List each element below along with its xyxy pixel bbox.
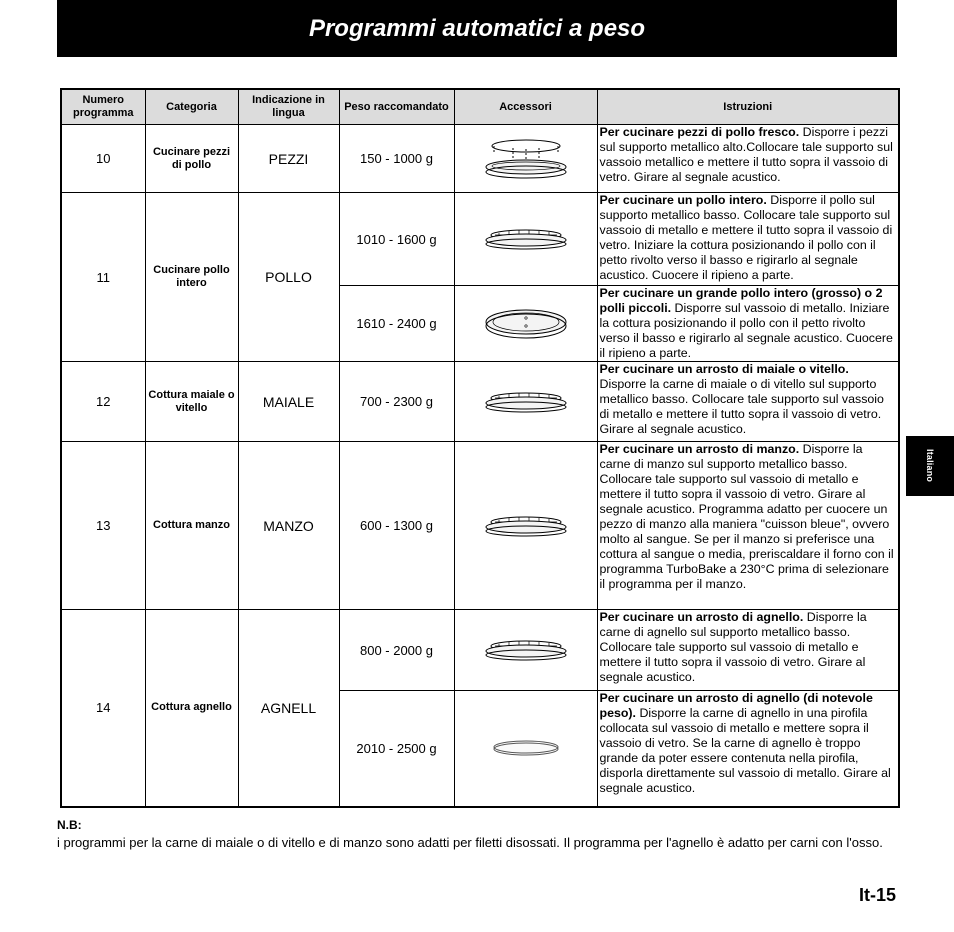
instructions — [597, 125, 899, 193]
page-title: Programmi automatici a peso — [308, 14, 646, 42]
header-numero: Numero programma — [61, 89, 145, 125]
instructions — [597, 362, 899, 442]
title-bar — [57, 0, 897, 57]
table-row — [61, 610, 899, 691]
instructions-text: Disporre la carne di agnello sul supporto metallico basso. Collocare tale supporto sul vassoio di metallo e mettere il tutto sopra il vassoio di vetro. Girare al segnale acustico. — [599, 610, 867, 684]
instructions-text: Disporre sul vassoio di metallo. Iniziare la cottura posizionando il pollo con il petto rivolto verso il basso e rigirarlo al segnale acustico. Cuocere il ripieno a parte. — [599, 301, 893, 360]
display-indication: POLLO — [238, 193, 339, 362]
table-row — [61, 125, 899, 193]
language-side-tab — [906, 436, 954, 496]
accessory-cell — [454, 286, 597, 362]
page-number: It-15 — [858, 885, 896, 905]
header-accessori: Accessori — [454, 89, 597, 125]
notes-text: i programmi per la carne di maiale o di vitello e di manzo sono adatti per filetti disossati. Il programma per l'agnello è adatto per carni con l'osso. — [57, 835, 883, 850]
glass-tray-icon — [491, 738, 561, 758]
notes-label: N.B: — [57, 818, 82, 832]
accessory-cell — [454, 610, 597, 691]
header-istruzioni: Istruzioni — [597, 89, 899, 125]
header-peso: Peso raccomandato — [339, 89, 454, 125]
header-categoria: Categoria — [145, 89, 238, 125]
program-category: Cottura manzo — [145, 442, 238, 610]
instructions-title: Per cucinare un grande pollo intero (grosso) o 2 polli piccoli. — [599, 286, 883, 315]
recommended-weight: 150 - 1000 g — [339, 125, 454, 193]
display-indication: AGNELL — [238, 610, 339, 807]
instructions-title: Per cucinare un arrosto di maiale o vitello. — [599, 362, 849, 376]
accessory-cell — [454, 362, 597, 442]
instructions — [597, 286, 899, 362]
low-rack-icon — [483, 513, 569, 539]
table-row — [61, 193, 899, 286]
program-category: Cottura maiale o vitello — [145, 362, 238, 442]
program-number: 14 — [61, 610, 145, 807]
instructions-title: Per cucinare un arrosto di agnello (di notevole peso). — [599, 691, 873, 720]
low-rack-icon — [483, 389, 569, 415]
instructions — [597, 193, 899, 286]
recommended-weight: 600 - 1300 g — [339, 442, 454, 610]
recommended-weight: 1610 - 2400 g — [339, 286, 454, 362]
program-number: 12 — [61, 362, 145, 442]
instructions-text: Disporre il pollo sul supporto metallico basso. Collocare tale supporto sul vassoio di metallo e mettere il tutto sopra il vassoio di vetro. Iniziare la cottura posizionando il pollo con il petto rivolto verso il basso e rigirarlo al segnale acustico. Cuocere il ripieno a parte. — [599, 193, 893, 282]
accessory-cell — [454, 125, 597, 193]
table-row — [61, 442, 899, 610]
instructions-title: Per cucinare pezzi di pollo fresco. — [599, 125, 800, 139]
program-table — [60, 88, 900, 808]
notes-section — [57, 817, 897, 851]
program-number: 10 — [61, 125, 145, 193]
instructions — [597, 442, 899, 610]
instructions-title: Per cucinare un pollo intero. — [599, 193, 767, 207]
high-rack-icon — [483, 134, 569, 184]
table-row — [61, 362, 899, 442]
instructions-title: Per cucinare un arrosto di agnello. — [599, 610, 804, 624]
recommended-weight: 700 - 2300 g — [339, 362, 454, 442]
low-rack-icon — [483, 226, 569, 252]
instructions — [597, 610, 899, 691]
header-indicazione: Indicazione in lingua — [238, 89, 339, 125]
display-indication: PEZZI — [238, 125, 339, 193]
recommended-weight: 800 - 2000 g — [339, 610, 454, 691]
accessory-cell — [454, 442, 597, 610]
low-rack-icon — [483, 637, 569, 663]
side-tab-label: Italiano — [925, 449, 935, 483]
table-header-row — [61, 89, 899, 125]
program-number: 11 — [61, 193, 145, 362]
instructions-text: Disporre la carne di manzo sul supporto metallico basso. Collocare tale supporto sul vassoio di metallo e mettere il tutto sopra il vassoio di vetro. Girare al segnale acustico. Programma adatto per cuocere un pezzo di manzo alla maniera "cuisson bleue", ovvero molto al sangue. Se per il manzo si preferisce una cottura al sangue o media, preriscaldare il forno con il programma TurboBake a 230°C prima di selezionare il programma per il manzo. — [599, 442, 894, 591]
instructions-text: Disporre la carne di maiale o di vitello sul supporto metallico basso. Collocare tale supporto sul vassoio di metallo e mettere il tutto sopra il vassoio di vetro. Girare al segnale acustico. — [599, 377, 884, 436]
accessory-cell — [454, 691, 597, 807]
recommended-weight: 1010 - 1600 g — [339, 193, 454, 286]
accessory-cell — [454, 193, 597, 286]
recommended-weight: 2010 - 2500 g — [339, 691, 454, 807]
display-indication: MANZO — [238, 442, 339, 610]
metal-tray-icon — [483, 307, 569, 341]
program-category: Cottura agnello — [145, 610, 238, 807]
display-indication: MAIALE — [238, 362, 339, 442]
program-category: Cucinare pezzi di pollo — [145, 125, 238, 193]
program-category: Cucinare pollo intero — [145, 193, 238, 362]
instructions-text: Disporre i pezzi sul supporto metallico alto.Collocare tale supporto sul vassoio metallico e mettere il tutto sopra il vassoio di vetro. Girare al segnale acustico. — [599, 125, 893, 184]
program-number: 13 — [61, 442, 145, 610]
instructions-title: Per cucinare un arrosto di manzo. — [599, 442, 800, 456]
instructions — [597, 691, 899, 807]
instructions-text: Disporre la carne di agnello in una pirofila collocata sul vassoio di metallo e mettere sopra il vassoio di vetro. Se la carne di agnello è troppo grande da poter essere contenuta nella pirofila, disporla direttamente sul vassoio di metallo. Girare al segnale acustico. — [599, 706, 891, 795]
